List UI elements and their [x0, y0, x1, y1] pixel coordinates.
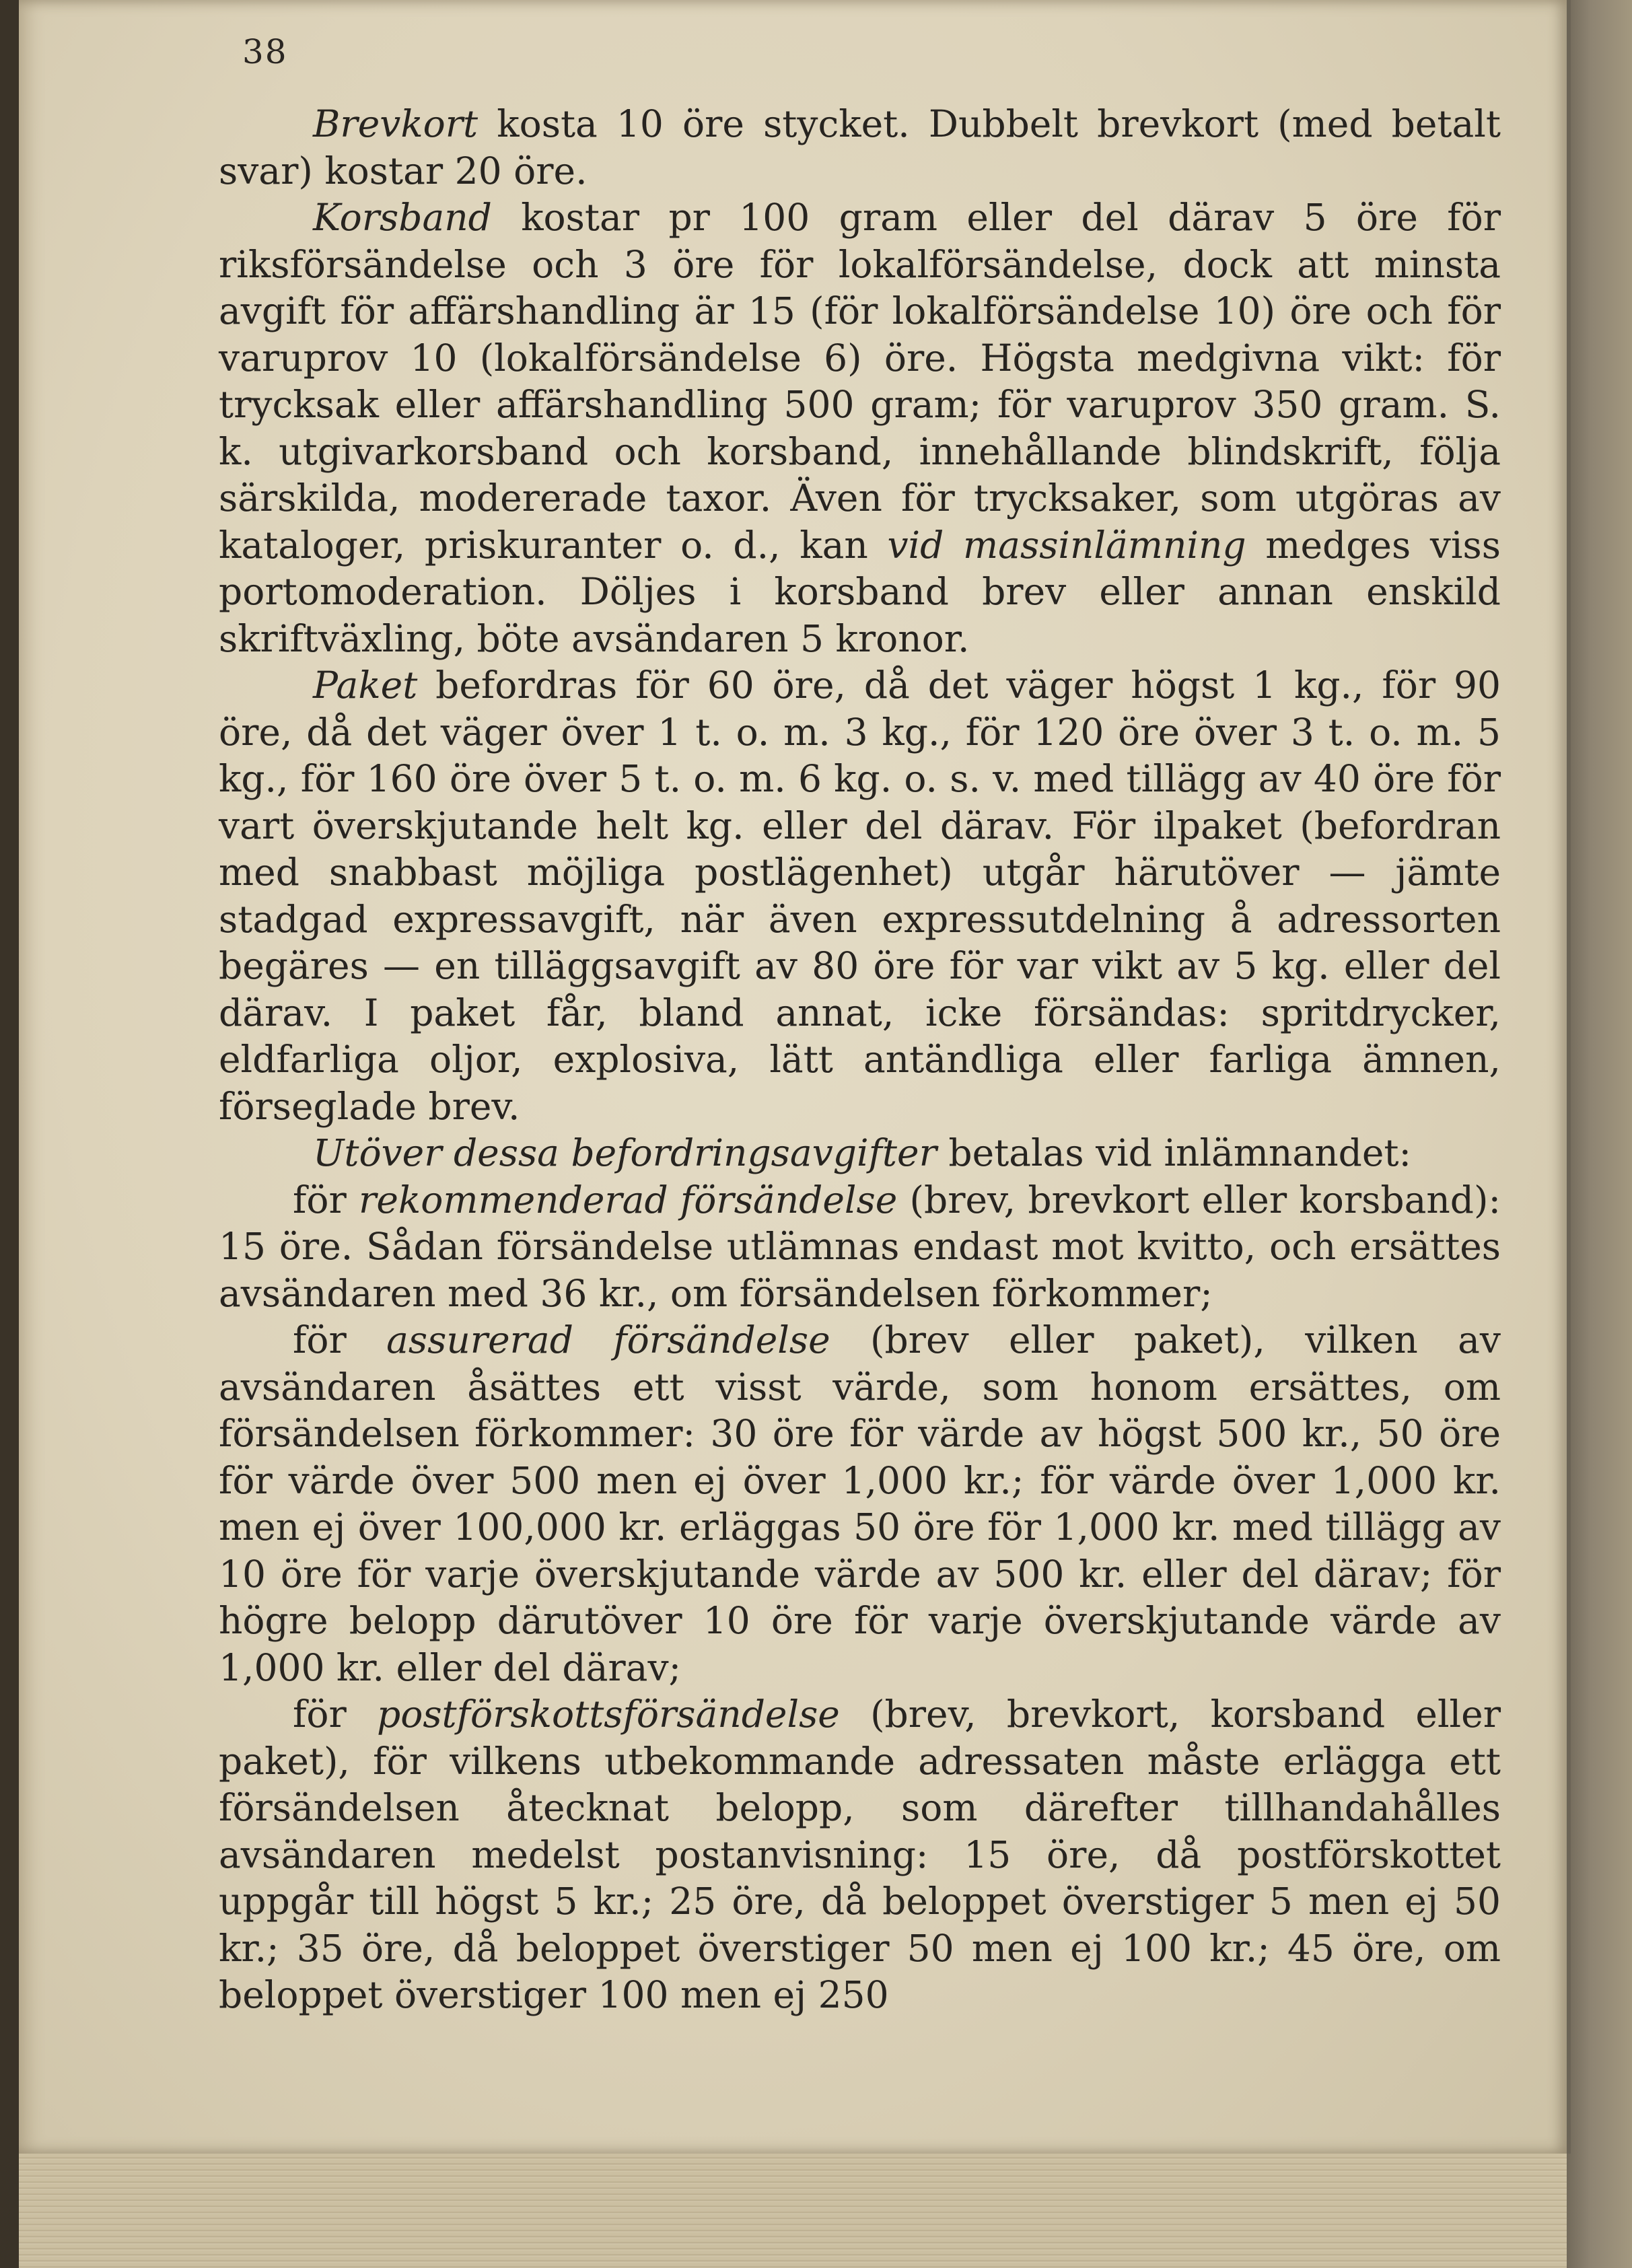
text-run: befordras för 60 öre, då det väger högst 1 kg., för 90 öre, då det väger över 1 t. o. m. 3 kg., för 120 öre över 3 t. o. m. 5 kg., för 160 öre över 5 t. o. m. 6 kg. o. s. v. med tillägg av 40 öre för vart överskjutande helt kg. eller del därav. För ilpaket (befordran med snabbast möjliga postlägenhet) utgår härutöver — jämte stadgad expressavgift, när även expressutdelning å adressorten begäres — en tilläggsavgift av 80 öre för var vikt av 5 kg. eller del därav. I paket får, bland annat, icke försändas: spritdrycker, eldfarliga oljor, explosiva, lätt antändliga eller farliga ämnen, förseglade brev.: [219, 664, 1501, 1128]
text-run: medges viss portomoderation. Döljes i korsband brev eller annan enskild skriftväxling, böte avsändaren 5 kronor.: [219, 523, 1501, 660]
page-edges: [19, 2154, 1567, 2268]
paragraph-assurerad: [219, 1317, 1501, 1691]
paragraph-utover: [219, 1130, 1501, 1177]
text-run: (brev eller paket), vilken av avsändaren åsättes ett visst värde, som honom ersättes, om försändelsen förkommer: 30 öre för värde av högst 500 kr., 50 öre för värde över 500 men ej över 1,000 kr.; för värde över 1,000 kr. men ej över 100,000 kr. erläggas 50 öre för 1,000 kr. med tillägg av 10 öre för varje överskjutande värde av 500 kr. eller del därav; för högre belopp därutöver 10 öre för varje överskjutande värde av 1,000 kr. eller del därav;: [219, 1318, 1501, 1689]
page-number: 38: [242, 32, 288, 71]
page-body: [219, 101, 1501, 2019]
paragraph-paket: [219, 662, 1501, 1130]
text-run: för: [293, 1693, 378, 1736]
italic-term: vid massinlämning: [887, 523, 1246, 567]
paragraph-rekommenderad: [219, 1177, 1501, 1318]
text-run: för: [293, 1318, 387, 1361]
text-run: betalas vid inlämnandet:: [936, 1131, 1412, 1174]
text-run: för: [293, 1178, 359, 1221]
book-spine: [1563, 0, 1632, 2268]
paragraph-brevkort: [219, 101, 1501, 194]
italic-term: Brevkort: [313, 102, 478, 145]
italic-term: Utöver dessa befordringsavgifter: [313, 1131, 937, 1174]
italic-term: Paket: [313, 664, 418, 707]
text-run: kostar pr 100 gram eller del därav 5 öre för riksförsändelse och 3 öre för lokalförsändelse, dock att minsta avgift för affärshandling är 15 (för lokalförsändelse 10) öre och för varuprov 10 (lokalförsändelse 6) öre. Högsta medgivna vikt: för trycksak eller affärshandling 500 gram; för varuprov 350 gram. S. k. utgivarkorsband och korsband, innehållande blindskrift, följa särskilda, modererade taxor. Även för trycksaker, som utgöras av kataloger, priskuranter o. d., kan: [219, 196, 1501, 567]
text-run: (brev, brevkort eller korsband): 15 öre. Sådan försändelse utlämnas endast mot kvitto, och ersättes avsändaren med 36 kr., om försändelsen förkommer;: [219, 1178, 1501, 1315]
text-run: (brev, brevkort, korsband eller paket), för vilkens utbekommande adressaten måste erlägga ett försändelsen åtecknat belopp, som därefter tillhandahålles avsändaren medelst postanvisning: 15 öre, då postförskottet uppgår till högst 5 kr.; 25 öre, då beloppet överstiger 5 men ej 50 kr.; 35 öre, då beloppet överstiger 50 men ej 100 kr.; 45 öre, om beloppet överstiger 100 men ej 250: [219, 1693, 1501, 2016]
italic-term: assurerad försändelse: [386, 1318, 830, 1361]
text-run: kosta 10 öre stycket. Dubbelt brevkort (med betalt svar) kostar 20 öre.: [219, 102, 1501, 192]
paragraph-postforskott: [219, 1691, 1501, 2019]
italic-term: postförskottsförsändelse: [377, 1693, 840, 1736]
italic-term: rekommenderad försändelse: [359, 1178, 898, 1221]
paragraph-korsband: [219, 194, 1501, 662]
italic-term: Korsband: [313, 196, 492, 239]
